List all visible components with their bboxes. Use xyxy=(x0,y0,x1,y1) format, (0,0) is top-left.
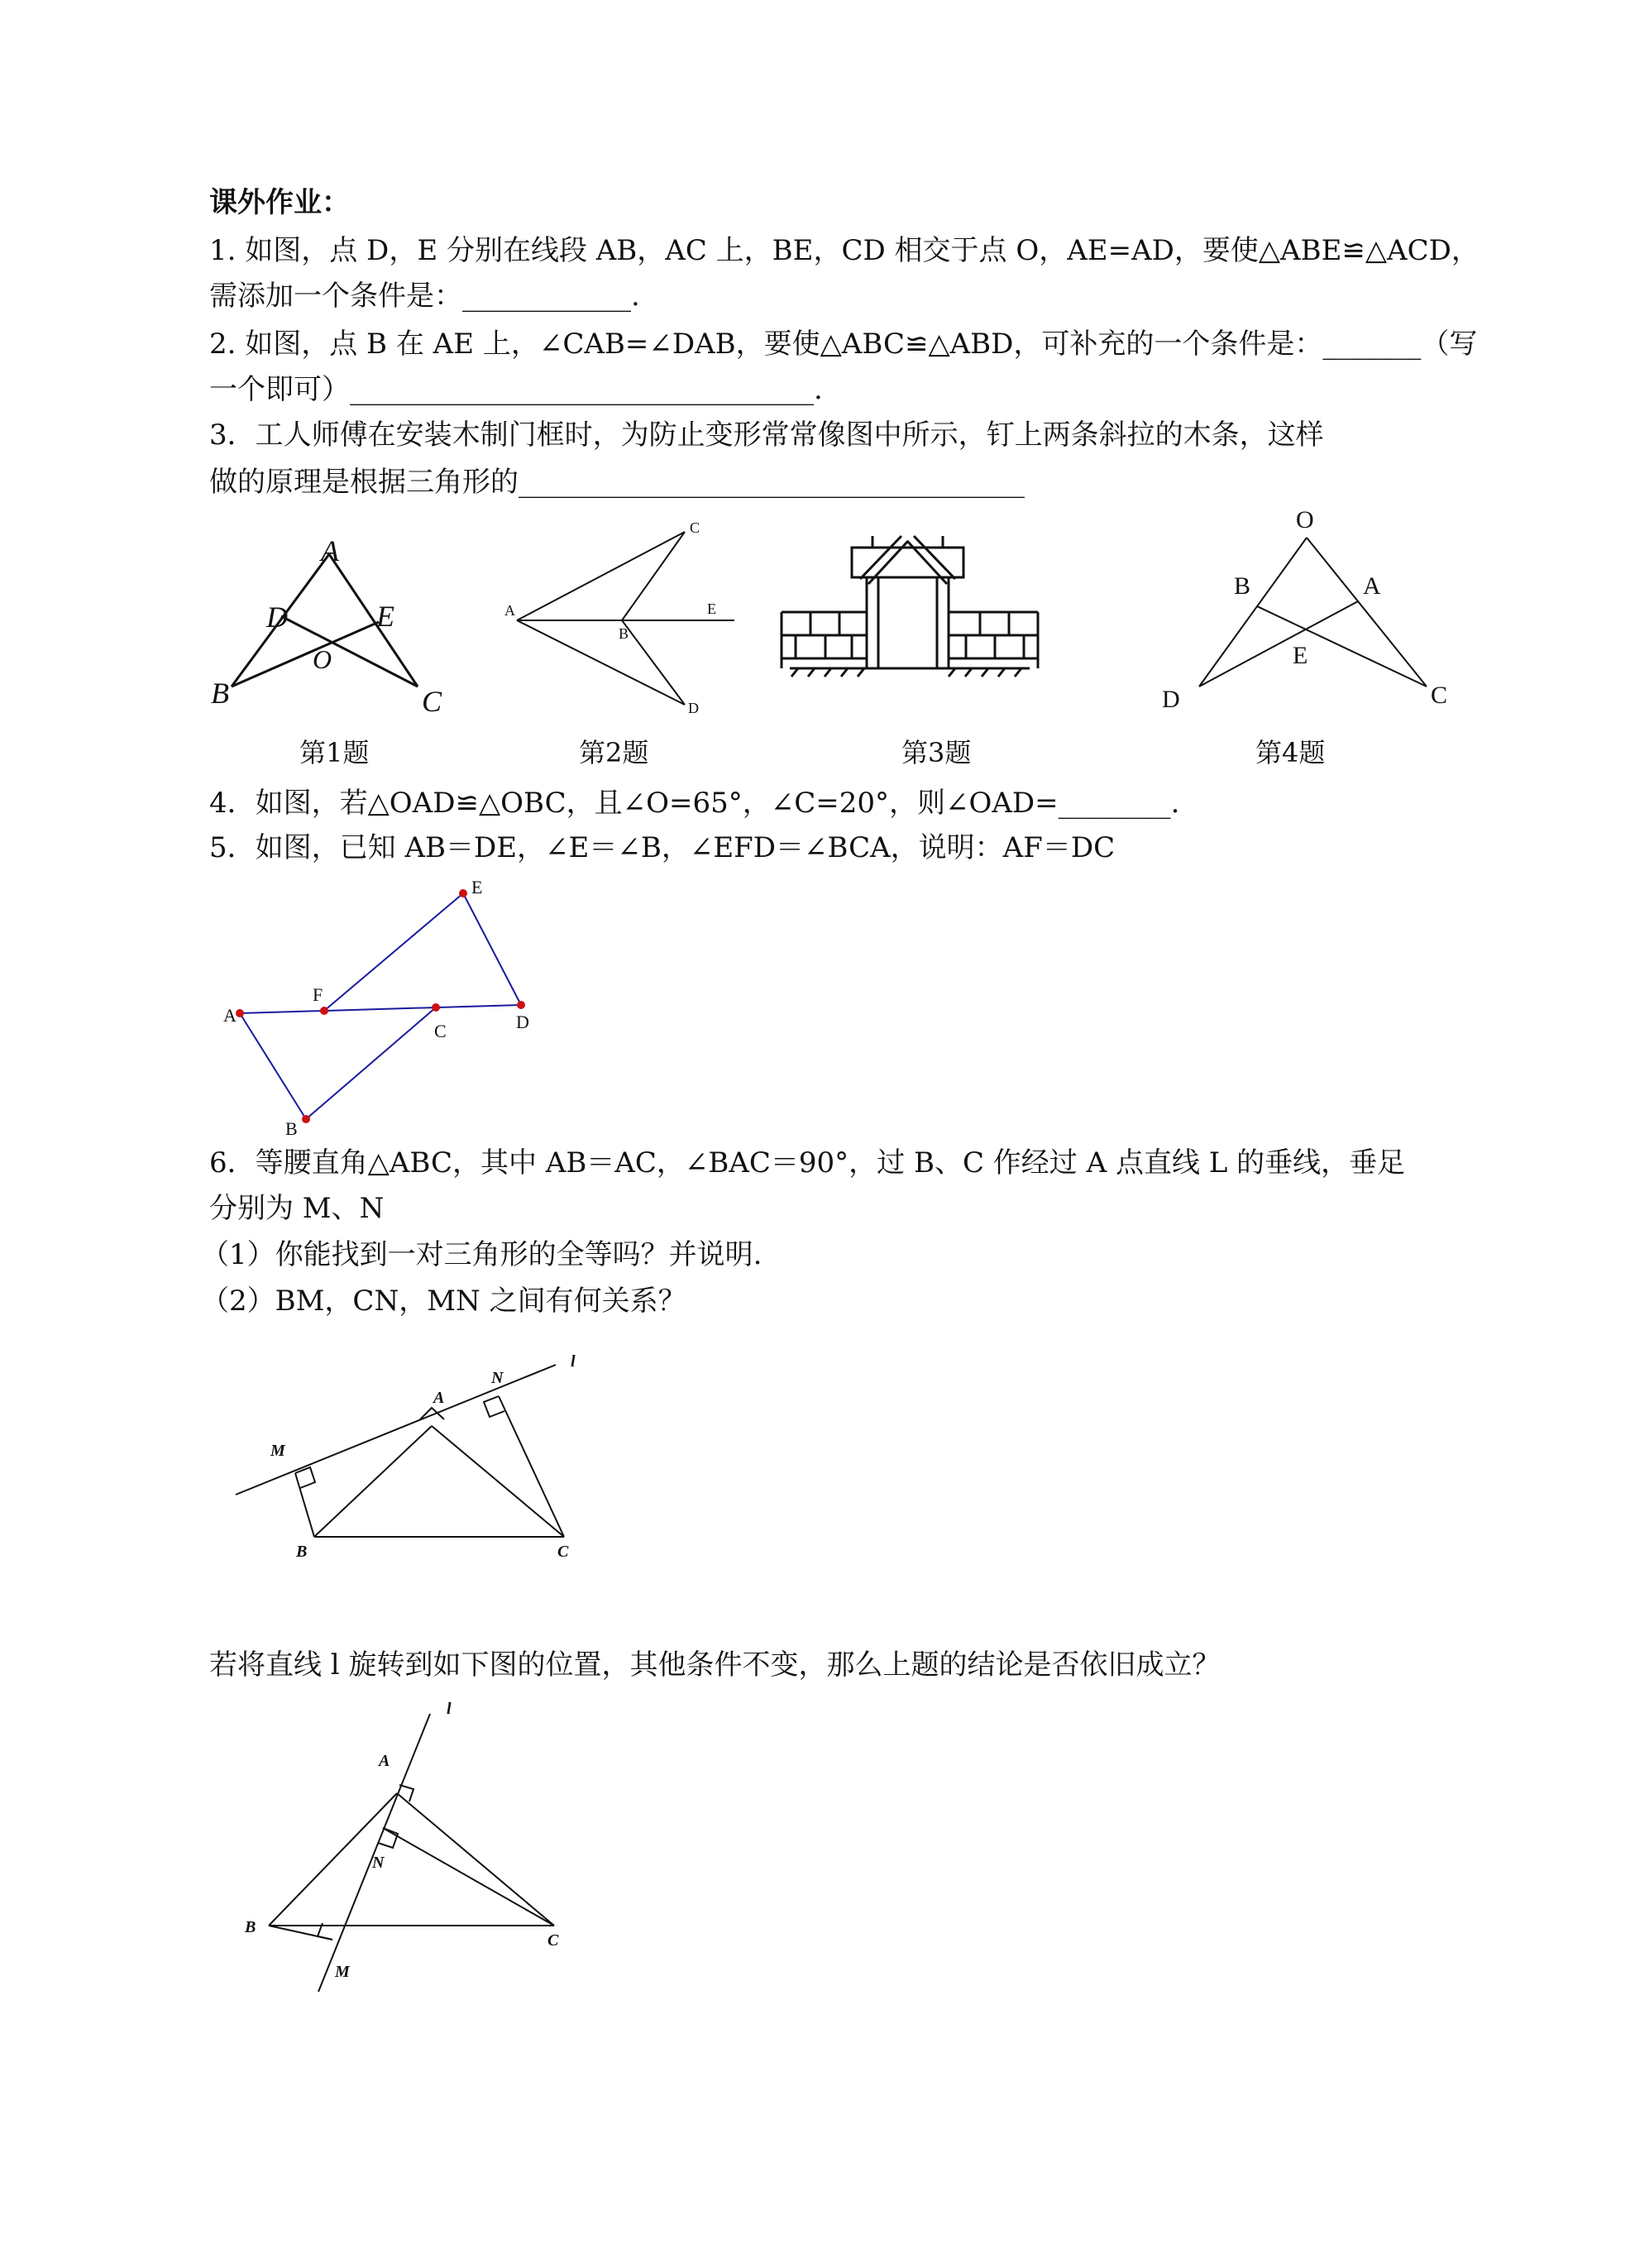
fig6a-label-n: N xyxy=(491,1369,504,1387)
fig6a-label-b: B xyxy=(296,1543,308,1561)
fig2-label-a: A xyxy=(504,602,515,619)
fig2-label-c: C xyxy=(690,519,700,536)
fig5-label-f: F xyxy=(313,984,323,1005)
fig4-label-o: O xyxy=(1296,506,1314,534)
figure-6b xyxy=(269,1714,554,1992)
fig6b-label-c: C xyxy=(547,1931,559,1950)
q3-line1: 3．工人师傅在安装木制门框时，为防止变形常常像图中所示，钉上两条斜拉的木条，这样 xyxy=(209,419,1324,452)
fig6a-label-l: l xyxy=(571,1352,576,1371)
fig4-label-a: A xyxy=(1363,572,1381,600)
fig2-label-b: B xyxy=(619,625,629,642)
q5-line1: 5．如图，已知 AB＝DE，∠E＝∠B，∠EFD＝∠BCA，说明：AF＝DC xyxy=(209,831,1116,864)
q6-sub1: （1）你能找到一对三角形的全等吗？并说明. xyxy=(201,1238,763,1271)
fig4-label-d: D xyxy=(1162,686,1180,713)
fig6a-label-m: M xyxy=(270,1442,285,1460)
q2-line1: 2. 如图，点 B 在 AE 上，∠CAB=∠DAB，要使△ABC≌△ABD，可补充的一个条件是：_______（写 xyxy=(209,328,1478,361)
fig5-label-d: D xyxy=(516,1012,529,1032)
fig4-label-b: B xyxy=(1234,572,1251,600)
fig5-label-e: E xyxy=(471,877,483,897)
fig5-label-b: B xyxy=(285,1118,298,1139)
fig6a-label-a: A xyxy=(433,1389,445,1407)
fig6b-label-l: l xyxy=(447,1700,452,1718)
q2-line2: 一个即可）_________________________________. xyxy=(209,373,823,406)
point-c xyxy=(432,1003,440,1012)
fig1-label-a: A xyxy=(321,534,339,567)
fig2-label-d: D xyxy=(688,700,699,716)
figure-3-door-frame xyxy=(782,536,1038,677)
figure-2 xyxy=(517,532,734,705)
fig6a-label-c: C xyxy=(557,1543,569,1561)
point-b xyxy=(302,1115,310,1123)
point-e xyxy=(459,889,467,897)
fig6b-label-b: B xyxy=(245,1918,256,1936)
q6-line2: 分别为 M、N xyxy=(209,1192,385,1225)
fig5-label-a: A xyxy=(223,1005,237,1026)
q6-follow: 若将直线 l 旋转到如下图的位置，其他条件不变，那么上题的结论是否依旧成立？ xyxy=(209,1648,1221,1682)
fig6b-label-a: A xyxy=(379,1752,390,1770)
fig1-label-e: E xyxy=(376,600,394,633)
point-f xyxy=(320,1007,328,1015)
q4-line1: 4．如图，若△OAD≌△OBC，且∠O=65°，∠C=20°，则∠OAD=________. xyxy=(209,787,1180,820)
fig4-label-e: E xyxy=(1293,642,1308,669)
q1-line1: 1. 如图，点 D，E 分别在线段 AB，AC 上，BE，CD 相交于点 O，AE=AD，要使△ABE≌△ACD， xyxy=(209,234,1480,267)
point-d xyxy=(517,1001,525,1009)
fig4-label-c: C xyxy=(1431,682,1448,709)
caption-fig2: 第2题 xyxy=(579,737,649,768)
figure-4 xyxy=(1199,538,1427,687)
figure-5 xyxy=(240,893,521,1119)
fig6b-label-n: N xyxy=(372,1854,385,1872)
fig1-label-o: O xyxy=(313,644,332,674)
fig6b-label-m: M xyxy=(335,1963,350,1981)
q1-line2: 需添加一个条件是：____________. xyxy=(209,280,640,313)
q6-sub2: （2）BM，CN，MN 之间有何关系？ xyxy=(201,1285,686,1318)
fig1-label-b: B xyxy=(211,677,229,710)
caption-fig3: 第3题 xyxy=(901,737,972,768)
fig5-label-c: C xyxy=(434,1021,447,1041)
page-title: 课外作业： xyxy=(209,186,350,219)
point-a xyxy=(236,1009,244,1017)
fig1-label-c: C xyxy=(422,685,442,718)
q6-line1: 6．等腰直角△ABC，其中 AB＝AC，∠BAC＝90°，过 B、C 作经过 A 点直线 L 的垂线，垂足 xyxy=(209,1146,1406,1179)
caption-fig1: 第1题 xyxy=(299,737,370,768)
fig2-label-e: E xyxy=(707,600,716,617)
caption-fig4: 第4题 xyxy=(1255,737,1326,768)
fig1-label-d: D xyxy=(266,600,288,634)
q3-line2: 做的原理是根据三角形的____________________________________ xyxy=(209,466,1025,499)
